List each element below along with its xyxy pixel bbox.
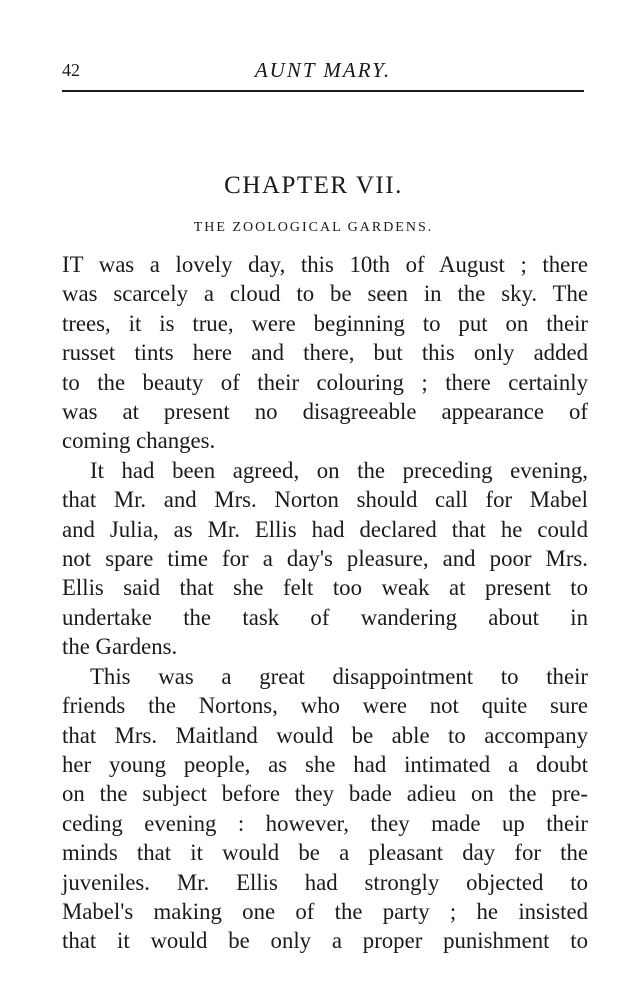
text-line: that Mr. and Mrs. Norton should call for Mabel — [62, 487, 588, 513]
text-line: Mabel's making one of the party ; he insisted — [62, 898, 588, 924]
text-line: coming changes. — [62, 428, 216, 454]
text-line: that it would be only a proper punishment to — [62, 928, 588, 954]
body-text — [62, 250, 588, 956]
text-line: trees, it is true, were beginning to put on their — [62, 310, 588, 336]
text-line: not spare time for a day's pleasure, and poor Mrs. — [62, 546, 588, 572]
page-header — [62, 52, 584, 88]
text-line: was at present no disagreeable appearance of — [62, 399, 588, 425]
text-line: It had been agreed, on the preceding evening, — [90, 457, 588, 483]
text-line: the Gardens. — [62, 634, 178, 660]
text-line: to the beauty of their colouring ; there certainly — [62, 369, 588, 395]
text-line: minds that it would be a pleasant day for the — [62, 840, 588, 866]
text-line: was scarcely a cloud to be seen in the sky. The — [62, 281, 588, 307]
text-line: Ellis said that she felt too weak at present to — [62, 575, 588, 601]
page-number: 42 — [62, 60, 80, 80]
text-line: This was a great disappointment to their — [90, 663, 588, 689]
text-line: undertake the task of wandering about in — [62, 604, 588, 630]
text-line: russet tints here and there, but this only added — [62, 340, 588, 366]
text-line: and Julia, as Mr. Ellis had declared that he could — [62, 516, 588, 542]
text-line: friends the Nortons, who were not quite sure — [62, 693, 588, 719]
text-line: her young people, as she had intimated a doubt — [62, 751, 588, 777]
text-line: IT was a lovely day, this 10th of August ; there — [62, 252, 588, 277]
chapter-title: CHAPTER VII. — [224, 172, 403, 199]
header-rule — [62, 90, 584, 92]
text-line: on the subject before they bade adieu on the pre- — [62, 781, 588, 807]
running-head: AUNT MARY. — [254, 58, 392, 82]
text-line: that Mrs. Maitland would be able to accompany — [62, 722, 588, 748]
chapter-subtitle: THE ZOOLOGICAL GARDENS. — [193, 220, 434, 235]
text-line: ceding evening : however, they made up their — [62, 810, 588, 836]
text-line: juveniles. Mr. Ellis had strongly objected to — [62, 869, 588, 895]
